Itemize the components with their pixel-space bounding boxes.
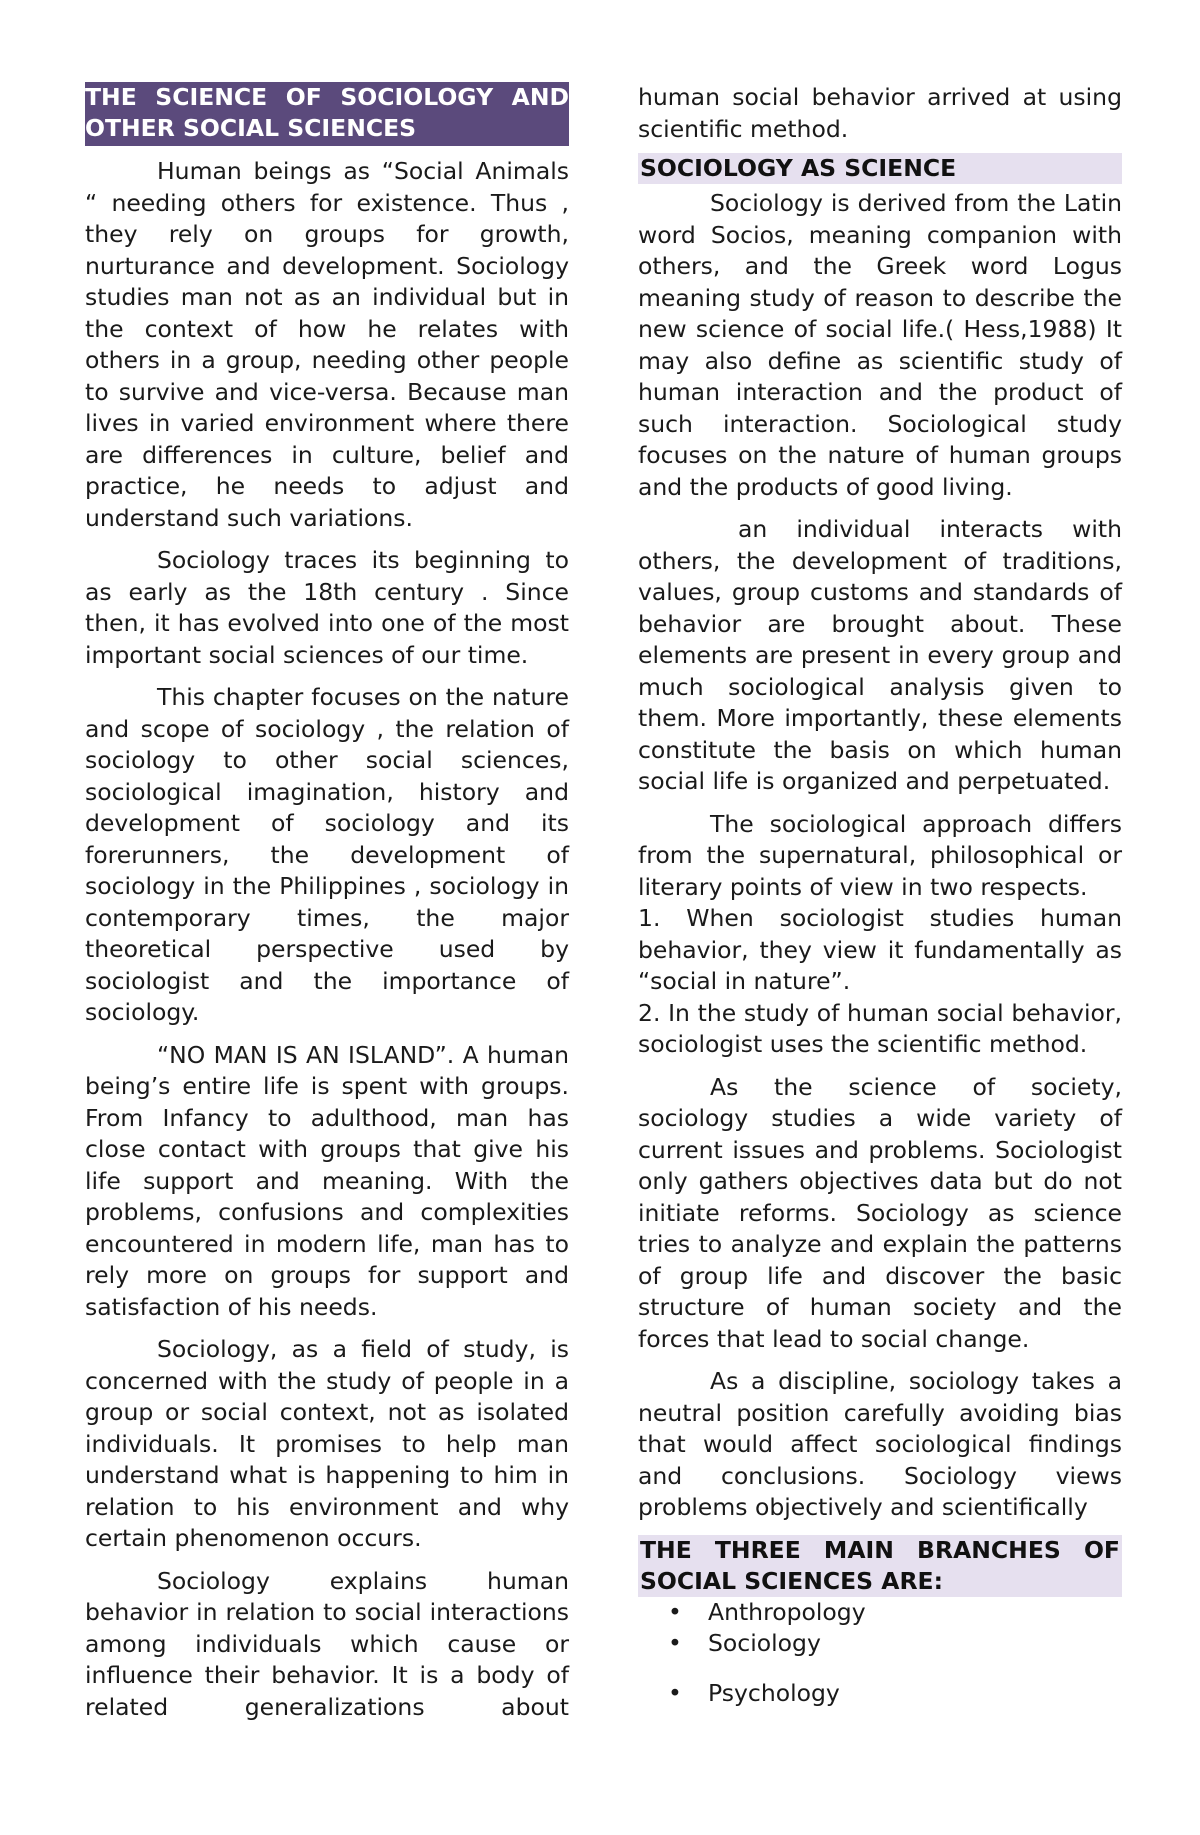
bullet-icon: • xyxy=(668,1597,682,1626)
numbered-item: 1. When sociologist studies human behavior, they view it fundamentally as “social in nature”. xyxy=(638,904,1122,995)
paragraph: Human beings as “Social Animals “ needing others for existence. Thus , they rely on groups for growth, nurturance and development. Sociology studies man not as an individual but in the context of how he relates with others in a group, needing other people to survive and vice-versa. Because man lives in varied environment where there are differences in culture, belief and practice, he needs to adjust and understand such variations. xyxy=(85,157,569,532)
bullet-icon: • xyxy=(668,1629,682,1657)
paragraph: an individual interacts with others, the development of traditions, values, group customs and standards of behavior are brought about. These elements are present in every group and much sociological analysis given to them. More importantly, these elements constitute the basis on which human social life is organized and perpetuated. xyxy=(638,515,1122,795)
section-heading-three-branches: THE THREE MAIN BRANCHES OF SOCIAL SCIENCES ARE: xyxy=(640,1535,1120,1595)
paragraph: Sociology traces its beginning to as early as the 18th century . Since then, it has evolved into one of the most important social sciences of our time. xyxy=(85,546,569,669)
paragraph: The sociological approach differs from the supernatural, philosophical or literary points of view in two respects. xyxy=(638,809,1122,901)
list-item xyxy=(668,1628,1122,1660)
left-column xyxy=(85,82,569,1734)
section-heading-sociology-as-science: SOCIOLOGY AS SCIENCE xyxy=(638,153,1122,184)
right-column xyxy=(638,82,1122,1709)
paragraph: This chapter focuses on the nature and scope of sociology , the relation of sociology to other social sciences, sociological imagination, history and development of sociology and its forerunners, the development of sociology in the Philippines , sociology in contemporary times, the major theoretical perspective used by sociologist and the importance of sociology. xyxy=(85,683,569,1026)
paragraph: As a discipline, sociology takes a neutral position carefully avoiding bias that would affect sociological findings and conclusions. Sociology views problems objectively and scientifically xyxy=(638,1367,1122,1521)
paragraph-continuation: human social behavior arrived at using scientific method. xyxy=(638,83,1122,143)
paragraph: Sociology is derived from the Latin word Socios, meaning companion with others, and the Greek word Logus meaning study of reason to describe the new science of social life.( Hess,1988) It may also define as scientific study of human interaction and the product of such interaction. Sociological study focuses on the nature of human groups and the products of good living. xyxy=(638,189,1122,501)
paragraph: Sociology, as a field of study, is concerned with the study of people in a group or social context, not as isolated individuals. It promises to help man understand what is happening to him in relation to his environment and why certain phenomenon occurs. xyxy=(85,1335,569,1552)
list-item-label: Psychology xyxy=(708,1678,840,1707)
bullet-icon: • xyxy=(668,1678,682,1707)
list-item-label: Sociology xyxy=(708,1629,821,1657)
paragraph: Sociology explains human behavior in relation to social interactions among individuals which cause or influence their behavior. It is a body of related generalizations about xyxy=(85,1566,569,1721)
list-item xyxy=(668,1597,1122,1629)
paragraph: “NO MAN IS AN ISLAND”. A human being’s entire life is spent with groups. From Infancy to adulthood, man has close contact with groups that give his life support and meaning. With the problems, confusions and complexities encountered in modern life, man has to rely more on groups for support and satisfaction of his needs. xyxy=(85,1040,569,1321)
branches-list xyxy=(638,1597,1122,1710)
section-heading-science-of-sociology: THE SCIENCE OF SOCIOLOGY AND OTHER SOCIAL SCIENCES xyxy=(85,82,569,146)
list-item xyxy=(668,1678,1122,1710)
numbered-item: 2. In the study of human social behavior, sociologist uses the scientific method. xyxy=(638,998,1122,1058)
paragraph: As the science of society, sociology studies a wide variety of current issues and problems. Sociologist only gathers objectives data but do not initiate reforms. Sociology as science tries to analyze and explain the patterns of group life and discover the basic structure of human society and the forces that lead to social change. xyxy=(638,1072,1122,1353)
list-item-label: Anthropology xyxy=(708,1597,866,1626)
